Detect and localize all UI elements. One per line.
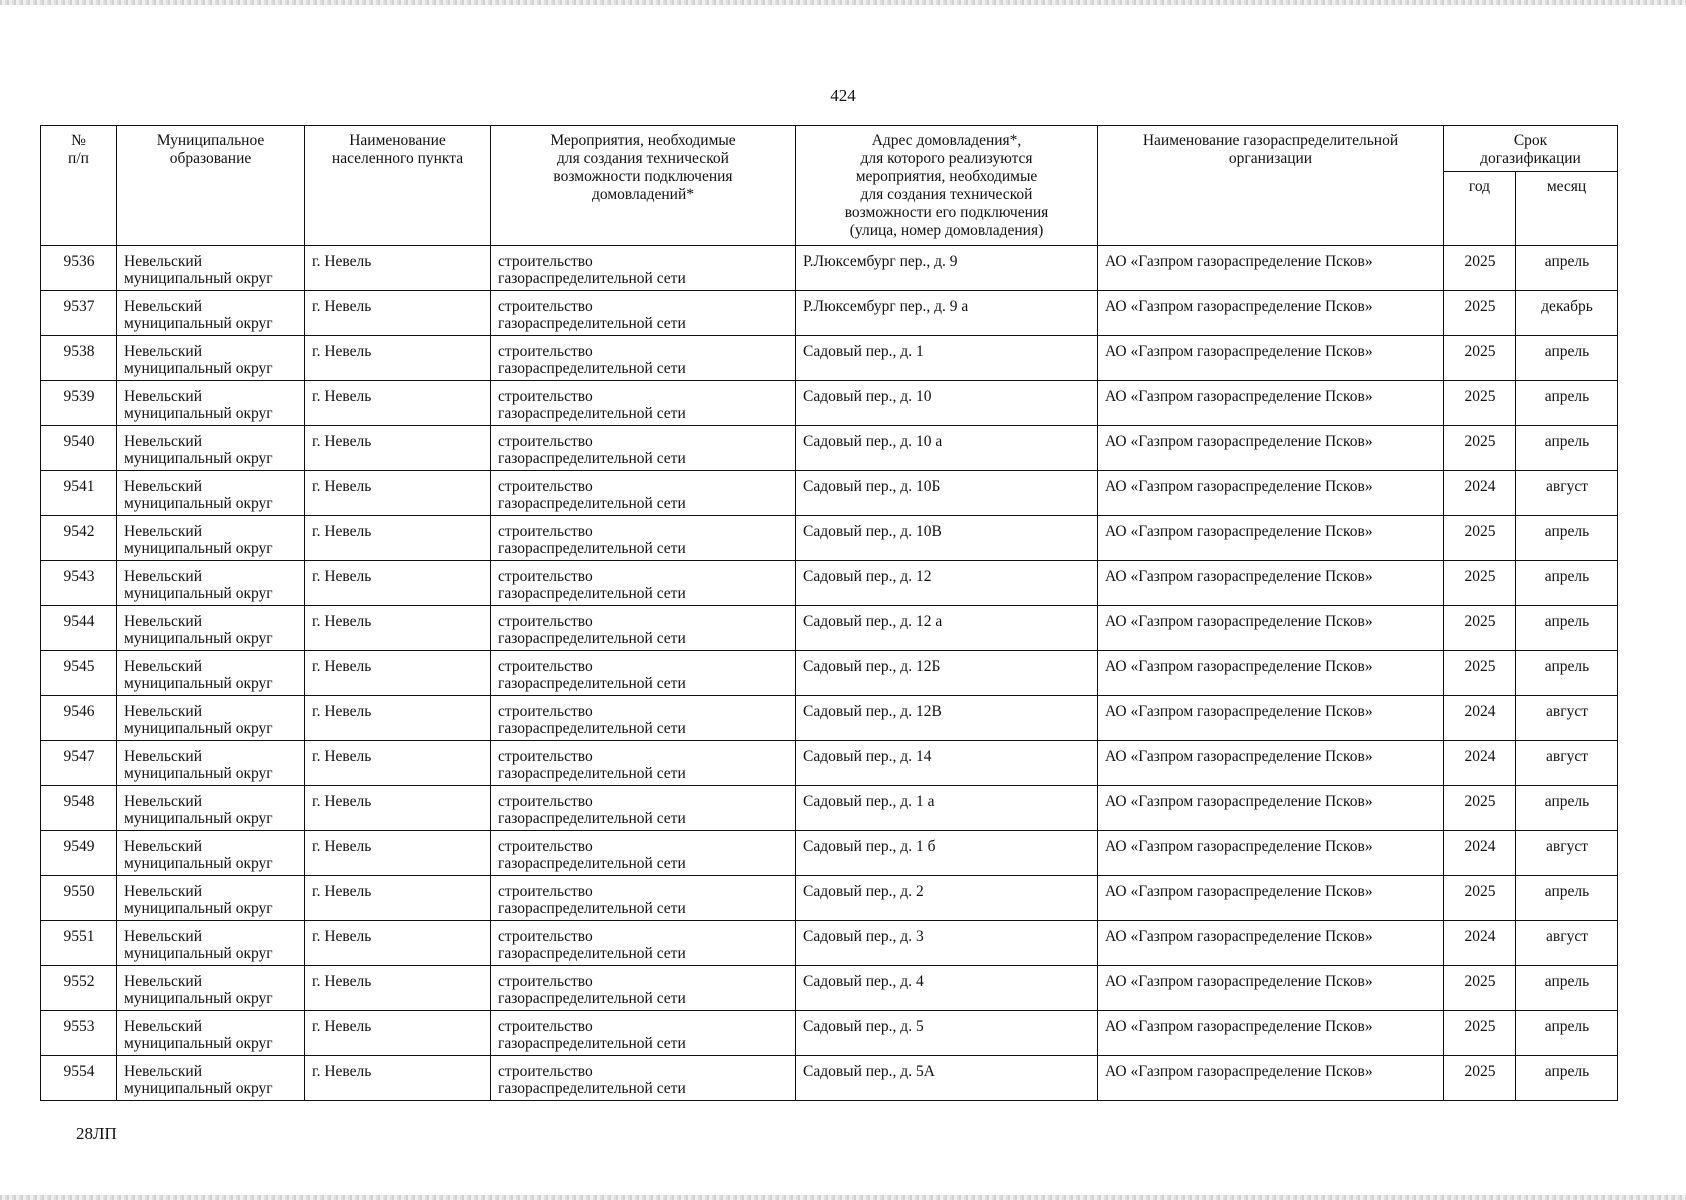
cell-municipality-line2: муниципальный округ (124, 990, 273, 1007)
cell-works-line2: газораспределительной сети (498, 765, 686, 782)
cell-num: 9550 (41, 876, 117, 921)
cell-address: Садовый пер., д. 12 (796, 561, 1098, 606)
cell-address: Садовый пер., д. 14 (796, 741, 1098, 786)
cell-works-line1: строительство (498, 343, 593, 360)
cell-address: Садовый пер., д. 5А (796, 1056, 1098, 1101)
cell-municipality (117, 246, 305, 291)
cell-organization: АО «Газпром газораспределение Псков» (1098, 291, 1444, 336)
cell-year: 2024 (1444, 921, 1516, 966)
cell-works-line2: газораспределительной сети (498, 675, 686, 692)
header-organization (1098, 126, 1444, 246)
cell-num: 9536 (41, 246, 117, 291)
cell-address: Садовый пер., д. 12В (796, 696, 1098, 741)
table-row (41, 471, 1618, 516)
cell-year: 2024 (1444, 741, 1516, 786)
cell-organization: АО «Газпром газораспределение Псков» (1098, 921, 1444, 966)
cell-organization: АО «Газпром газораспределение Псков» (1098, 471, 1444, 516)
table-header (41, 126, 1618, 246)
cell-works-line1: строительство (498, 1018, 593, 1035)
cell-organization: АО «Газпром газораспределение Псков» (1098, 831, 1444, 876)
cell-settlement: г. Невель (305, 966, 491, 1011)
cell-year: 2025 (1444, 561, 1516, 606)
cell-works-line1: строительство (498, 298, 593, 315)
cell-works (491, 561, 796, 606)
cell-municipality-line1: Невельский (124, 1063, 202, 1080)
table-row (41, 651, 1618, 696)
cell-works-line2: газораспределительной сети (498, 990, 686, 1007)
cell-month: апрель (1516, 786, 1618, 831)
cell-month: апрель (1516, 876, 1618, 921)
cell-works-line1: строительство (498, 883, 593, 900)
cell-works-line2: газораспределительной сети (498, 855, 686, 872)
cell-works (491, 381, 796, 426)
cell-works-line2: газораспределительной сети (498, 1080, 686, 1097)
cell-municipality-line1: Невельский (124, 973, 202, 990)
cell-municipality (117, 876, 305, 921)
cell-year: 2025 (1444, 606, 1516, 651)
cell-month: апрель (1516, 651, 1618, 696)
cell-year: 2025 (1444, 291, 1516, 336)
cell-municipality-line2: муниципальный округ (124, 720, 273, 737)
table-row (41, 966, 1618, 1011)
cell-municipality-line2: муниципальный округ (124, 585, 273, 602)
cell-works-line2: газораспределительной сети (498, 450, 686, 467)
cell-num: 9548 (41, 786, 117, 831)
cell-address: Садовый пер., д. 10 а (796, 426, 1098, 471)
cell-organization: АО «Газпром газораспределение Псков» (1098, 561, 1444, 606)
cell-municipality-line1: Невельский (124, 253, 202, 270)
footer-code: 28ЛП (76, 1124, 117, 1143)
cell-municipality-line2: муниципальный округ (124, 945, 273, 962)
table-row (41, 1056, 1618, 1101)
cell-works-line2: газораспределительной сети (498, 810, 686, 827)
cell-settlement: г. Невель (305, 516, 491, 561)
header-year: год (1444, 172, 1516, 246)
cell-works-line2: газораспределительной сети (498, 945, 686, 962)
cell-works (491, 516, 796, 561)
cell-works-line2: газораспределительной сети (498, 405, 686, 422)
cell-num: 9542 (41, 516, 117, 561)
cell-organization: АО «Газпром газораспределение Псков» (1098, 381, 1444, 426)
table-row (41, 561, 1618, 606)
cell-works-line1: строительство (498, 928, 593, 945)
cell-address: Садовый пер., д. 10 (796, 381, 1098, 426)
cell-municipality-line1: Невельский (124, 433, 202, 450)
cell-municipality-line1: Невельский (124, 343, 202, 360)
cell-organization: АО «Газпром газораспределение Псков» (1098, 1056, 1444, 1101)
cell-month: август (1516, 741, 1618, 786)
cell-works (491, 426, 796, 471)
cell-num: 9538 (41, 336, 117, 381)
cell-num: 9554 (41, 1056, 117, 1101)
cell-works-line1: строительство (498, 793, 593, 810)
cell-year: 2025 (1444, 966, 1516, 1011)
cell-works-line1: строительство (498, 748, 593, 765)
cell-year: 2025 (1444, 1056, 1516, 1101)
cell-works-line2: газораспределительной сети (498, 495, 686, 512)
cell-works (491, 651, 796, 696)
cell-municipality-line1: Невельский (124, 1018, 202, 1035)
cell-works-line2: газораспределительной сети (498, 720, 686, 737)
cell-municipality (117, 561, 305, 606)
cell-settlement: г. Невель (305, 786, 491, 831)
header-settlement-text: Наименование населенного пункта (331, 132, 464, 167)
cell-num: 9539 (41, 381, 117, 426)
cell-organization: АО «Газпром газораспределение Псков» (1098, 606, 1444, 651)
cell-settlement: г. Невель (305, 381, 491, 426)
table-row (41, 606, 1618, 651)
cell-year: 2024 (1444, 696, 1516, 741)
cell-works-line1: строительство (498, 703, 593, 720)
cell-address: Садовый пер., д. 4 (796, 966, 1098, 1011)
cell-num: 9537 (41, 291, 117, 336)
cell-organization: АО «Газпром газораспределение Псков» (1098, 786, 1444, 831)
cell-year: 2024 (1444, 831, 1516, 876)
header-term-text: Срок догазификации (1480, 132, 1581, 167)
cell-municipality-line2: муниципальный округ (124, 765, 273, 782)
cell-settlement: г. Невель (305, 291, 491, 336)
cell-works-line1: строительство (498, 523, 593, 540)
cell-num: 9547 (41, 741, 117, 786)
table-row (41, 516, 1618, 561)
cell-settlement: г. Невель (305, 921, 491, 966)
cell-settlement: г. Невель (305, 471, 491, 516)
header-organization-text: Наименование газораспределительной организации (1142, 132, 1399, 167)
cell-municipality-line1: Невельский (124, 838, 202, 855)
cell-num: 9551 (41, 921, 117, 966)
cell-num: 9549 (41, 831, 117, 876)
cell-month: апрель (1516, 426, 1618, 471)
cell-settlement: г. Невель (305, 1011, 491, 1056)
cell-month: апрель (1516, 606, 1618, 651)
cell-works-line1: строительство (498, 253, 593, 270)
cell-num: 9546 (41, 696, 117, 741)
header-municipality (117, 126, 305, 246)
cell-settlement: г. Невель (305, 831, 491, 876)
cell-month: апрель (1516, 1011, 1618, 1056)
cell-municipality-line1: Невельский (124, 793, 202, 810)
cell-municipality (117, 426, 305, 471)
cell-works-line1: строительство (498, 658, 593, 675)
cell-works-line1: строительство (498, 388, 593, 405)
cell-year: 2025 (1444, 426, 1516, 471)
cell-works (491, 606, 796, 651)
cell-municipality-line2: муниципальный округ (124, 900, 273, 917)
cell-municipality-line2: муниципальный округ (124, 810, 273, 827)
cell-municipality (117, 1011, 305, 1056)
cell-works-line2: газораспределительной сети (498, 1035, 686, 1052)
table-row (41, 831, 1618, 876)
cell-num: 9545 (41, 651, 117, 696)
cell-month: апрель (1516, 246, 1618, 291)
cell-settlement: г. Невель (305, 336, 491, 381)
cell-year: 2025 (1444, 381, 1516, 426)
cell-municipality-line1: Невельский (124, 748, 202, 765)
table-row (41, 786, 1618, 831)
cell-works (491, 741, 796, 786)
cell-works-line1: строительство (498, 838, 593, 855)
header-settlement (305, 126, 491, 246)
cell-month: август (1516, 831, 1618, 876)
cell-works (491, 471, 796, 516)
cell-works-line2: газораспределительной сети (498, 540, 686, 557)
cell-address: Садовый пер., д. 1 (796, 336, 1098, 381)
cell-settlement: г. Невель (305, 651, 491, 696)
cell-organization: АО «Газпром газораспределение Псков» (1098, 1011, 1444, 1056)
cell-settlement: г. Невель (305, 561, 491, 606)
cell-num: 9552 (41, 966, 117, 1011)
cell-month: август (1516, 696, 1618, 741)
cell-works (491, 831, 796, 876)
cell-municipality (117, 291, 305, 336)
table-row (41, 336, 1618, 381)
cell-address: Р.Люксембург пер., д. 9 (796, 246, 1098, 291)
cell-organization: АО «Газпром газораспределение Псков» (1098, 876, 1444, 921)
cell-address: Садовый пер., д. 5 (796, 1011, 1098, 1056)
cell-municipality (117, 651, 305, 696)
cell-municipality-line1: Невельский (124, 658, 202, 675)
header-address-text: Адрес домовладения*, для которого реализуются мероприятия, необходимые для создания технической возможности его подключения (улица, номер домовладения) (844, 132, 1049, 239)
table-row (41, 426, 1618, 471)
cell-municipality-line2: муниципальный округ (124, 855, 273, 872)
header-address (796, 126, 1098, 246)
cell-organization: АО «Газпром газораспределение Псков» (1098, 426, 1444, 471)
cell-address: Садовый пер., д. 3 (796, 921, 1098, 966)
cell-num: 9553 (41, 1011, 117, 1056)
header-num-text: № п/п (68, 132, 89, 167)
cell-organization: АО «Газпром газораспределение Псков» (1098, 741, 1444, 786)
cell-month: апрель (1516, 381, 1618, 426)
cell-address: Садовый пер., д. 10Б (796, 471, 1098, 516)
cell-settlement: г. Невель (305, 696, 491, 741)
cell-settlement: г. Невель (305, 1056, 491, 1101)
cell-municipality (117, 516, 305, 561)
cell-works-line1: строительство (498, 613, 593, 630)
cell-municipality-line1: Невельский (124, 478, 202, 495)
cell-works (491, 1011, 796, 1056)
cell-month: декабрь (1516, 291, 1618, 336)
cell-works-line2: газораспределительной сети (498, 360, 686, 377)
cell-municipality (117, 471, 305, 516)
cell-works-line2: газораспределительной сети (498, 900, 686, 917)
cell-num: 9543 (41, 561, 117, 606)
gasification-table (40, 125, 1618, 1101)
cell-year: 2025 (1444, 1011, 1516, 1056)
cell-works (491, 696, 796, 741)
cell-year: 2025 (1444, 876, 1516, 921)
cell-year: 2024 (1444, 471, 1516, 516)
table-row (41, 381, 1618, 426)
table-body (41, 246, 1618, 1101)
cell-municipality-line2: муниципальный округ (124, 495, 273, 512)
header-works-text: Мероприятия, необходимые для создания технической возможности подключения домовладений* (550, 132, 736, 203)
cell-works-line2: газораспределительной сети (498, 315, 686, 332)
cell-works-line2: газораспределительной сети (498, 630, 686, 647)
cell-municipality-line2: муниципальный округ (124, 450, 273, 467)
cell-address: Садовый пер., д. 2 (796, 876, 1098, 921)
cell-organization: АО «Газпром газораспределение Псков» (1098, 696, 1444, 741)
cell-year: 2025 (1444, 246, 1516, 291)
cell-month: август (1516, 921, 1618, 966)
table-row (41, 876, 1618, 921)
cell-works-line2: газораспределительной сети (498, 270, 686, 287)
cell-municipality-line1: Невельский (124, 883, 202, 900)
cell-municipality (117, 741, 305, 786)
cell-settlement: г. Невель (305, 606, 491, 651)
cell-works-line1: строительство (498, 478, 593, 495)
cell-municipality-line2: муниципальный округ (124, 675, 273, 692)
cell-settlement: г. Невель (305, 246, 491, 291)
cell-municipality-line2: муниципальный округ (124, 315, 273, 332)
cell-organization: АО «Газпром газораспределение Псков» (1098, 516, 1444, 561)
cell-works-line1: строительство (498, 1063, 593, 1080)
header-municipality-text: Муниципальное образование (156, 132, 265, 167)
cell-works (491, 246, 796, 291)
cell-municipality-line1: Невельский (124, 388, 202, 405)
cell-works-line1: строительство (498, 568, 593, 585)
cell-municipality-line2: муниципальный округ (124, 630, 273, 647)
cell-works-line1: строительство (498, 973, 593, 990)
cell-address: Садовый пер., д. 1 б (796, 831, 1098, 876)
cell-organization: АО «Газпром газораспределение Псков» (1098, 246, 1444, 291)
cell-municipality (117, 696, 305, 741)
cell-settlement: г. Невель (305, 876, 491, 921)
table-row (41, 741, 1618, 786)
cell-municipality-line1: Невельский (124, 613, 202, 630)
cell-municipality-line1: Невельский (124, 928, 202, 945)
cell-municipality (117, 606, 305, 651)
cell-municipality-line1: Невельский (124, 703, 202, 720)
cell-year: 2025 (1444, 336, 1516, 381)
cell-municipality-line1: Невельский (124, 568, 202, 585)
cell-works (491, 966, 796, 1011)
cell-month: апрель (1516, 966, 1618, 1011)
cell-municipality-line1: Невельский (124, 298, 202, 315)
cell-municipality (117, 966, 305, 1011)
cell-address: Р.Люксембург пер., д. 9 а (796, 291, 1098, 336)
cell-municipality (117, 381, 305, 426)
cell-year: 2025 (1444, 516, 1516, 561)
cell-organization: АО «Газпром газораспределение Псков» (1098, 336, 1444, 381)
cell-month: апрель (1516, 336, 1618, 381)
cell-municipality-line2: муниципальный округ (124, 405, 273, 422)
cell-address: Садовый пер., д. 1 а (796, 786, 1098, 831)
header-works (491, 126, 796, 246)
header-month: месяц (1516, 172, 1618, 246)
scan-edge-top (0, 0, 1686, 5)
cell-municipality-line2: муниципальный округ (124, 1035, 273, 1052)
cell-works-line1: строительство (498, 433, 593, 450)
cell-works (491, 291, 796, 336)
cell-works (491, 1056, 796, 1101)
cell-municipality (117, 921, 305, 966)
cell-works (491, 336, 796, 381)
cell-num: 9541 (41, 471, 117, 516)
cell-address: Садовый пер., д. 12Б (796, 651, 1098, 696)
table-row (41, 246, 1618, 291)
cell-municipality (117, 336, 305, 381)
cell-address: Садовый пер., д. 10В (796, 516, 1098, 561)
cell-month: август (1516, 471, 1618, 516)
cell-municipality-line2: муниципальный округ (124, 360, 273, 377)
cell-organization: АО «Газпром газораспределение Псков» (1098, 966, 1444, 1011)
cell-settlement: г. Невель (305, 741, 491, 786)
cell-year: 2025 (1444, 651, 1516, 696)
table-row (41, 921, 1618, 966)
cell-works-line2: газораспределительной сети (498, 585, 686, 602)
cell-municipality-line2: муниципальный округ (124, 1080, 273, 1097)
cell-organization: АО «Газпром газораспределение Псков» (1098, 651, 1444, 696)
header-term (1444, 126, 1618, 172)
cell-works (491, 921, 796, 966)
cell-month: апрель (1516, 561, 1618, 606)
cell-settlement: г. Невель (305, 426, 491, 471)
cell-works (491, 876, 796, 921)
cell-month: апрель (1516, 1056, 1618, 1101)
cell-month: апрель (1516, 516, 1618, 561)
cell-municipality-line1: Невельский (124, 523, 202, 540)
cell-municipality (117, 786, 305, 831)
table-row (41, 291, 1618, 336)
cell-municipality (117, 1056, 305, 1101)
cell-num: 9540 (41, 426, 117, 471)
scan-edge-bottom (0, 1195, 1686, 1200)
cell-municipality-line2: муниципальный округ (124, 540, 273, 557)
cell-municipality (117, 831, 305, 876)
header-num (41, 126, 117, 246)
cell-works (491, 786, 796, 831)
table-row (41, 1011, 1618, 1056)
page-number: 424 (830, 86, 856, 105)
cell-municipality-line2: муниципальный округ (124, 270, 273, 287)
cell-year: 2025 (1444, 786, 1516, 831)
cell-num: 9544 (41, 606, 117, 651)
table-row (41, 696, 1618, 741)
cell-address: Садовый пер., д. 12 а (796, 606, 1098, 651)
